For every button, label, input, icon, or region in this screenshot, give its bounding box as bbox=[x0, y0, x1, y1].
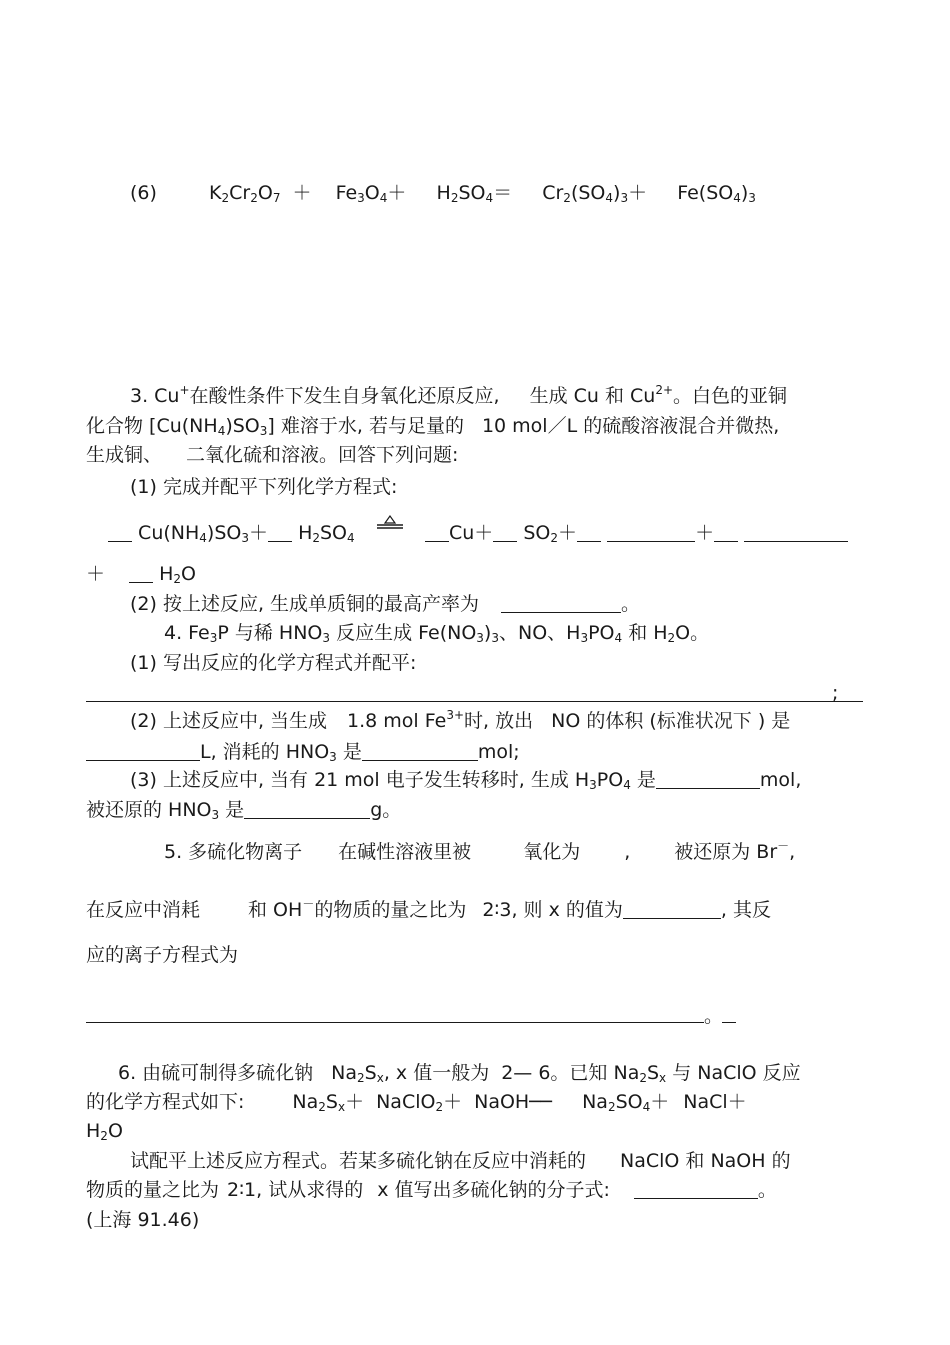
p6-line1: 6. 由硫可制得多硫化钠 $Na_2S_x$, x 值一般为 2— 6。已知 $Na_2S_x$ 与 NaClO 反应 bbox=[118, 1062, 801, 1085]
p4-sub3-line2: 被还原的 $HNO_3$ 是 g。 bbox=[86, 799, 402, 822]
p3-line3: 生成铜、 二氧化硫和溶液。回答下列问题: bbox=[86, 444, 459, 466]
answer-blank[interactable] bbox=[268, 523, 292, 542]
p6-line2: 的化学方程式如下: $Na_2S_x+$ NaClO$_2$＋ NaOH── $Na_2SO_4+$ NaCl＋ bbox=[86, 1091, 747, 1114]
p5-line2: 在反应中消耗 和 OH－的物质的量之比为 2∶3, 则 x 的值为 , 其反 bbox=[86, 897, 771, 921]
p6-line3: $H_2O$ bbox=[86, 1120, 123, 1143]
answer-blank[interactable] bbox=[425, 523, 449, 542]
p3-sub2: (2) 按上述反应, 生成单质铜的最高产率为 。 bbox=[130, 593, 641, 615]
p3-equation-right: $Cu+ SO_2+$ ＋ bbox=[425, 521, 848, 545]
p4-sub1: (1) 写出反应的化学方程式并配平: bbox=[130, 652, 417, 674]
answer-blank[interactable] bbox=[362, 742, 478, 761]
answer-blank[interactable] bbox=[744, 523, 848, 542]
p6-line4: 试配平上述反应方程式。若某多硫化钠在反应中消耗的 NaClO 和 NaOH 的 bbox=[130, 1150, 791, 1172]
p4-sub3: (3) 上述反应中, 当有 21 mol 电子发生转移时, 生成 $H_3PO_4$ 是 mol, bbox=[130, 769, 802, 792]
answer-blank[interactable] bbox=[129, 564, 153, 583]
p5-answer-line[interactable] bbox=[86, 1022, 704, 1023]
answer-blank[interactable] bbox=[634, 1180, 758, 1199]
p4-sub2-line2: L, 消耗的 $HNO_3$ 是 mol; bbox=[86, 740, 520, 764]
p3-sub1: (1) 完成并配平下列化学方程式: bbox=[130, 476, 398, 498]
q6-label: (6) bbox=[130, 182, 157, 204]
answer-blank[interactable] bbox=[86, 742, 200, 761]
p3-equation-line2: ＋ $H_2O$ bbox=[86, 563, 196, 586]
p6-source: (上海 91.46) bbox=[86, 1209, 200, 1231]
p4-line1: 4. $Fe_3P$ 与稀 $HNO_3$ 反应生成 $Fe(NO_3)_3$、NO、$H_3PO_4$ 和 $H_2O$。 bbox=[164, 622, 710, 645]
q6-equation: (6) $K_2Cr_2O_7 + Fe_3O_4+ H_2SO_4= Cr_2(SO_4)_3+ Fe(SO_4)_3$ bbox=[130, 182, 756, 205]
answer-blank[interactable] bbox=[577, 523, 601, 542]
p3-line1: 3. Cu+在酸性条件下发生自身氧化还原反应, 生成 Cu 和 $Cu^{2+}$。白色的亚铜 bbox=[130, 383, 788, 407]
p6-line5: 物质的量之比为 2∶1, 试从求得的 x 值写出多硫化钠的分子式: 。 bbox=[86, 1179, 777, 1201]
answer-blank[interactable] bbox=[623, 900, 721, 919]
p3-equation: $Cu(NH_4)SO_3+ H_2SO_4$ bbox=[108, 521, 355, 545]
answer-blank[interactable] bbox=[108, 523, 132, 542]
heat-arrow-icon bbox=[376, 514, 404, 530]
p5-line3: 应的离子方程式为 bbox=[86, 944, 239, 966]
answer-blank[interactable] bbox=[656, 770, 760, 789]
p4-answer-line[interactable] bbox=[86, 701, 863, 702]
p5-end: 。 bbox=[704, 1005, 724, 1027]
p4-sub2: (2) 上述反应中, 当生成 1.8 mol $Fe^{3+}$时, 放出 NO 的体积 (标准状况下 ) 是 bbox=[130, 708, 791, 732]
p5-line1: 5. 多硫化物离子 在碱性溶液里被 氧化为 , 被还原为 Br－, bbox=[164, 839, 796, 863]
answer-blank[interactable] bbox=[607, 523, 695, 542]
p5-answer-line-tail bbox=[722, 1022, 736, 1023]
p3-line2: 化合物 $[Cu(NH_4)SO_3]$ 难溶于水, 若与足量的 10 mol／L 的硫酸溶液混合并微热, bbox=[86, 415, 780, 438]
answer-blank[interactable] bbox=[493, 523, 517, 542]
answer-blank[interactable] bbox=[244, 800, 370, 819]
answer-blank[interactable] bbox=[714, 523, 738, 542]
answer-blank[interactable] bbox=[501, 594, 621, 613]
p4-semicolon: ; bbox=[832, 682, 839, 704]
